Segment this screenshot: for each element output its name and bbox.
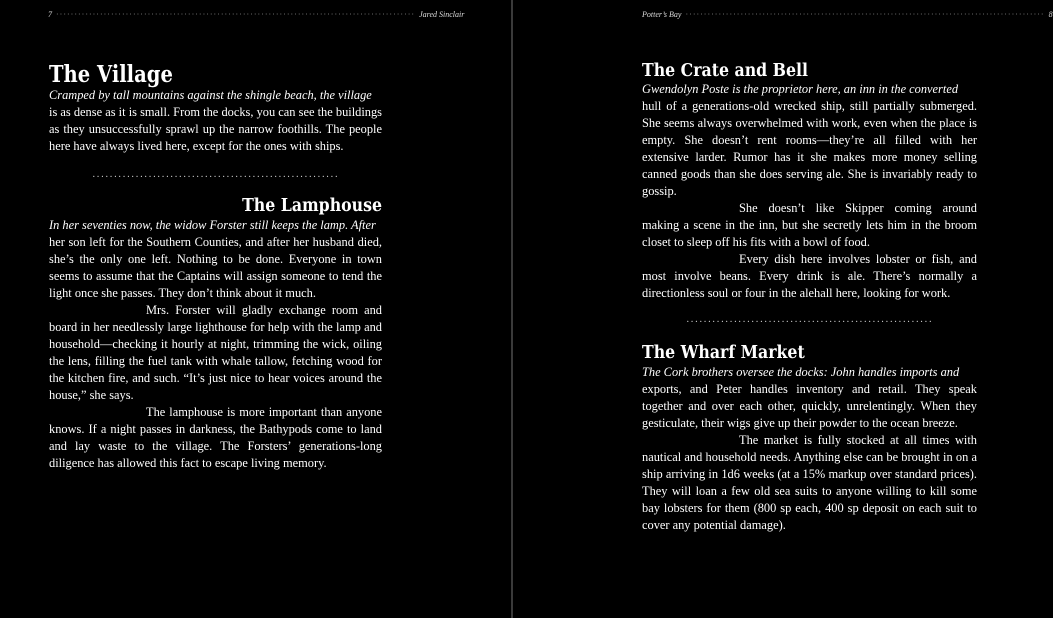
leader-dots: ·································································································· <box>685 10 1045 19</box>
paragraph: She doesn’t like Skipper coming around making a scene in the inn, but she secretly lets him in the broom closet to sleep off his fits with a bowl of food. <box>642 201 977 250</box>
section-lead-wharf-market: The Cork brothers oversee the docks: John handles imports and <box>642 364 960 379</box>
section-lead-crate-and-bell: Gwendolyn Poste is the proprietor here, an inn in the converted <box>642 82 959 97</box>
left-running-header <box>48 10 465 19</box>
paragraph: hull of a generations-old wrecked ship, still partially submerged. She seems always overwhelmed with work, even when the place is empty. She doesn’t rent rooms—they’re all filled with her extensive larder. Rumor has it she makes more money selling canned goods than she does serving ale. She is invariably ready to gossip. <box>642 99 977 199</box>
section-lead-village: Cramped by tall mountains against the shingle beach, the village <box>49 88 372 103</box>
section-lead-lamphouse: In her seventies now, the widow Forster still keeps the lamp. After <box>49 217 376 232</box>
page-gutter <box>511 0 513 618</box>
paragraph: Mrs. Forster will gladly exchange room and board in her needlessly large lighthouse for help with the lamp and household—checking it hourly at night, trimming the wick, oiling the lens, filling the fuel tank with whale tallow, fetching wood for the kitchen fire, and such. “It’s just nice to hear voices around the house,” she says. <box>49 302 382 402</box>
section-divider: ························································· <box>686 317 933 329</box>
paragraph: exports, and Peter handles inventory and retail. They speak together and over each other, quickly, unrelentingly. When they gesticulate, their wigs give up their powder to the ocean breeze. <box>642 381 977 430</box>
paragraph: Every dish here involves lobster or fish, and most involve beans. Every drink is ale. There’s normally a directionless soul or four in the alehall here, looking for work. <box>642 252 977 301</box>
right-column <box>642 62 977 534</box>
leader-dots: ·································································································· <box>56 10 416 19</box>
left-column <box>49 62 382 472</box>
section-title-crate-and-bell: The Crate and Bell <box>642 61 808 81</box>
section-title-lamphouse: The Lamphouse <box>242 196 382 217</box>
right-header-title: Potter’s Bay <box>642 10 682 19</box>
paragraph: is as dense as it is small. From the docks, you can see the buildings as they unsuccessfully sprawl up the narrow foothills. The people here have always lived here, except for the ones with ships. <box>49 105 382 154</box>
paragraph: The lamphouse is more important than anyone knows. If a night passes in darkness, the Bathypods come to land and lay waste to the village. The Forsters’ generations-long diligence has allowed this fact to escape living memory. <box>49 404 382 470</box>
left-page <box>0 0 512 618</box>
section-divider: ························································· <box>92 172 339 184</box>
right-page <box>514 0 1053 618</box>
paragraph: The market is fully stocked at all times with nautical and household needs. Anything else can be brought in on a ship arriving in 1d6 weeks (at a 15% markup over standard prices). They will loan a few old sea suits to anyone willing to kill some bay lobsters for them (800 sp each, 400 sp deposit on each suit to cover any potential damage). <box>642 432 977 532</box>
section-title-village: The Village <box>49 61 173 88</box>
left-header-title: Jared Sinclair <box>419 10 465 19</box>
right-running-header <box>642 10 1053 19</box>
section-title-wharf-market: The Wharf Market <box>642 343 805 364</box>
left-page-number: 7 <box>48 10 52 19</box>
paragraph: her son left for the Southern Counties, and after her husband died, she’s the only one left. Nothing to be done. Everyone in town seems to assume that the Captains will assign someone to tend the light once she passes. They don’t think about it much. <box>49 234 382 300</box>
right-page-number: 8 <box>1048 10 1053 19</box>
